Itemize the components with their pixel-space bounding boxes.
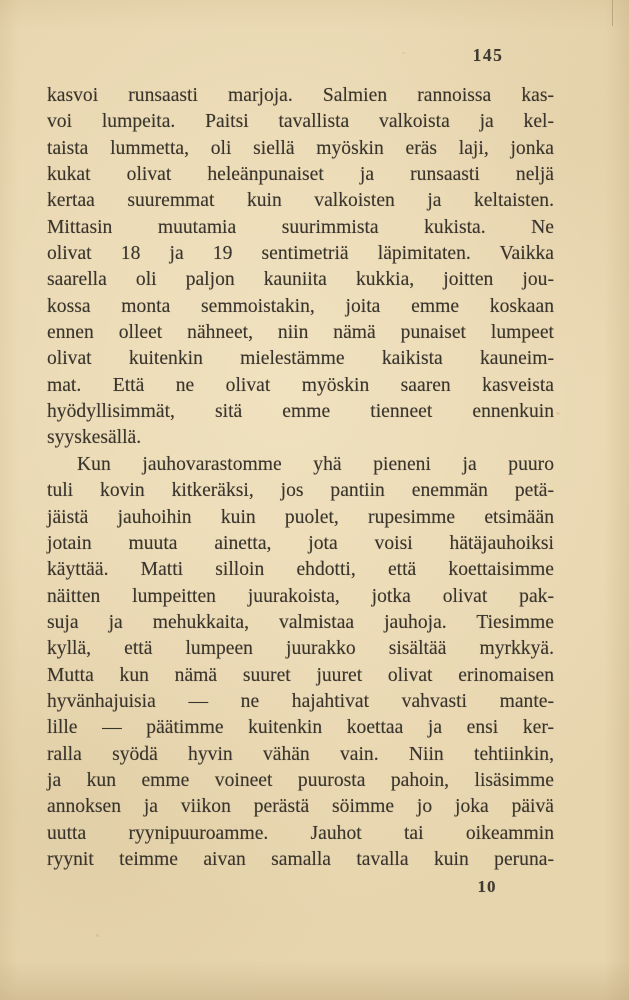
text-line: taista lummetta, oli siellä myöskin eräs laji, jonka <box>47 137 554 159</box>
text-line: mat. Että ne olivat myöskin saaren kasveista <box>47 374 554 396</box>
text-line: saarella oli paljon kauniita kukkia, joitten jou- <box>47 269 554 291</box>
text-line: uutta ryynipuuroamme. Jauhot tai oikeammin <box>47 822 554 844</box>
text-block <box>47 83 554 873</box>
text-line: kyllä, että lumpeen juurakko sisältää myrkkyä. <box>47 638 554 660</box>
text-line: Mutta kun nämä suuret juuret olivat erinomaisen <box>47 664 554 686</box>
text-line: kertaa suuremmat kuin valkoisten ja keltaisten. <box>47 190 554 212</box>
text-line: lille — päätimme kuitenkin koettaa ja ensi ker- <box>47 717 554 739</box>
text-line: tuli kovin kitkeräksi, jos pantiin enemmän petä- <box>47 480 554 502</box>
text-line: syyskesällä. <box>47 427 142 449</box>
text-line: voi lumpeita. Paitsi tavallista valkoista ja kel- <box>47 111 554 133</box>
text-line: jotain muuta ainetta, jota voisi hätäjauhoiksi <box>47 532 554 554</box>
text-line: annoksen ja viikon perästä söimme jo joka päivä <box>47 796 554 818</box>
text-line: Kun jauhovarastomme yhä pieneni ja puuro <box>77 453 554 475</box>
page-number: 145 <box>472 45 504 65</box>
text-line: ralla syödä hyvin vähän vain. Niin tehtiinkin, <box>47 743 554 765</box>
text-line: ennen olleet nähneet, niin nämä punaiset lumpeet <box>47 322 554 344</box>
text-line: suja ja mehukkaita, valmistaa jauhoja. Tiesimme <box>47 611 554 633</box>
paper-fleck <box>96 934 99 937</box>
text-line: Mittasin muutamia suurimmista kukista. Ne <box>47 216 554 238</box>
paper-fleck <box>556 412 560 415</box>
signature-mark: 10 <box>477 877 497 896</box>
text-line: ryynit teimme aivan samalla tavalla kuin peruna- <box>47 848 554 870</box>
text-line: kasvoi runsaasti marjoja. Salmien rannoissa kas- <box>47 85 554 106</box>
text-line: olivat kuitenkin mielestämme kaikista kauneim- <box>47 348 554 370</box>
paper-fleck <box>402 52 405 54</box>
text-line: kossa monta semmoistakin, joita emme koskaan <box>47 295 554 317</box>
text-line: olivat 18 ja 19 sentimetriä läpimitaten. Vaikka <box>47 243 554 265</box>
text-line: hyödyllisimmät, sitä emme tienneet ennenkuin <box>47 401 554 423</box>
text-line: kukat olivat heleänpunaiset ja runsaasti neljä <box>47 164 554 186</box>
text-line: käyttää. Matti silloin ehdotti, että koettaisimme <box>47 559 554 581</box>
text-line: hyvänhajuisia — ne hajahtivat vahvasti mante- <box>47 690 554 712</box>
text-line: jäistä jauhoihin kuin puolet, rupesimme etsimään <box>47 506 554 528</box>
text-line: näitten lumpeitten juurakoista, jotka olivat pak- <box>47 585 554 607</box>
text-line: ja kun emme voineet puurosta pahoin, lisäsimme <box>47 769 554 791</box>
